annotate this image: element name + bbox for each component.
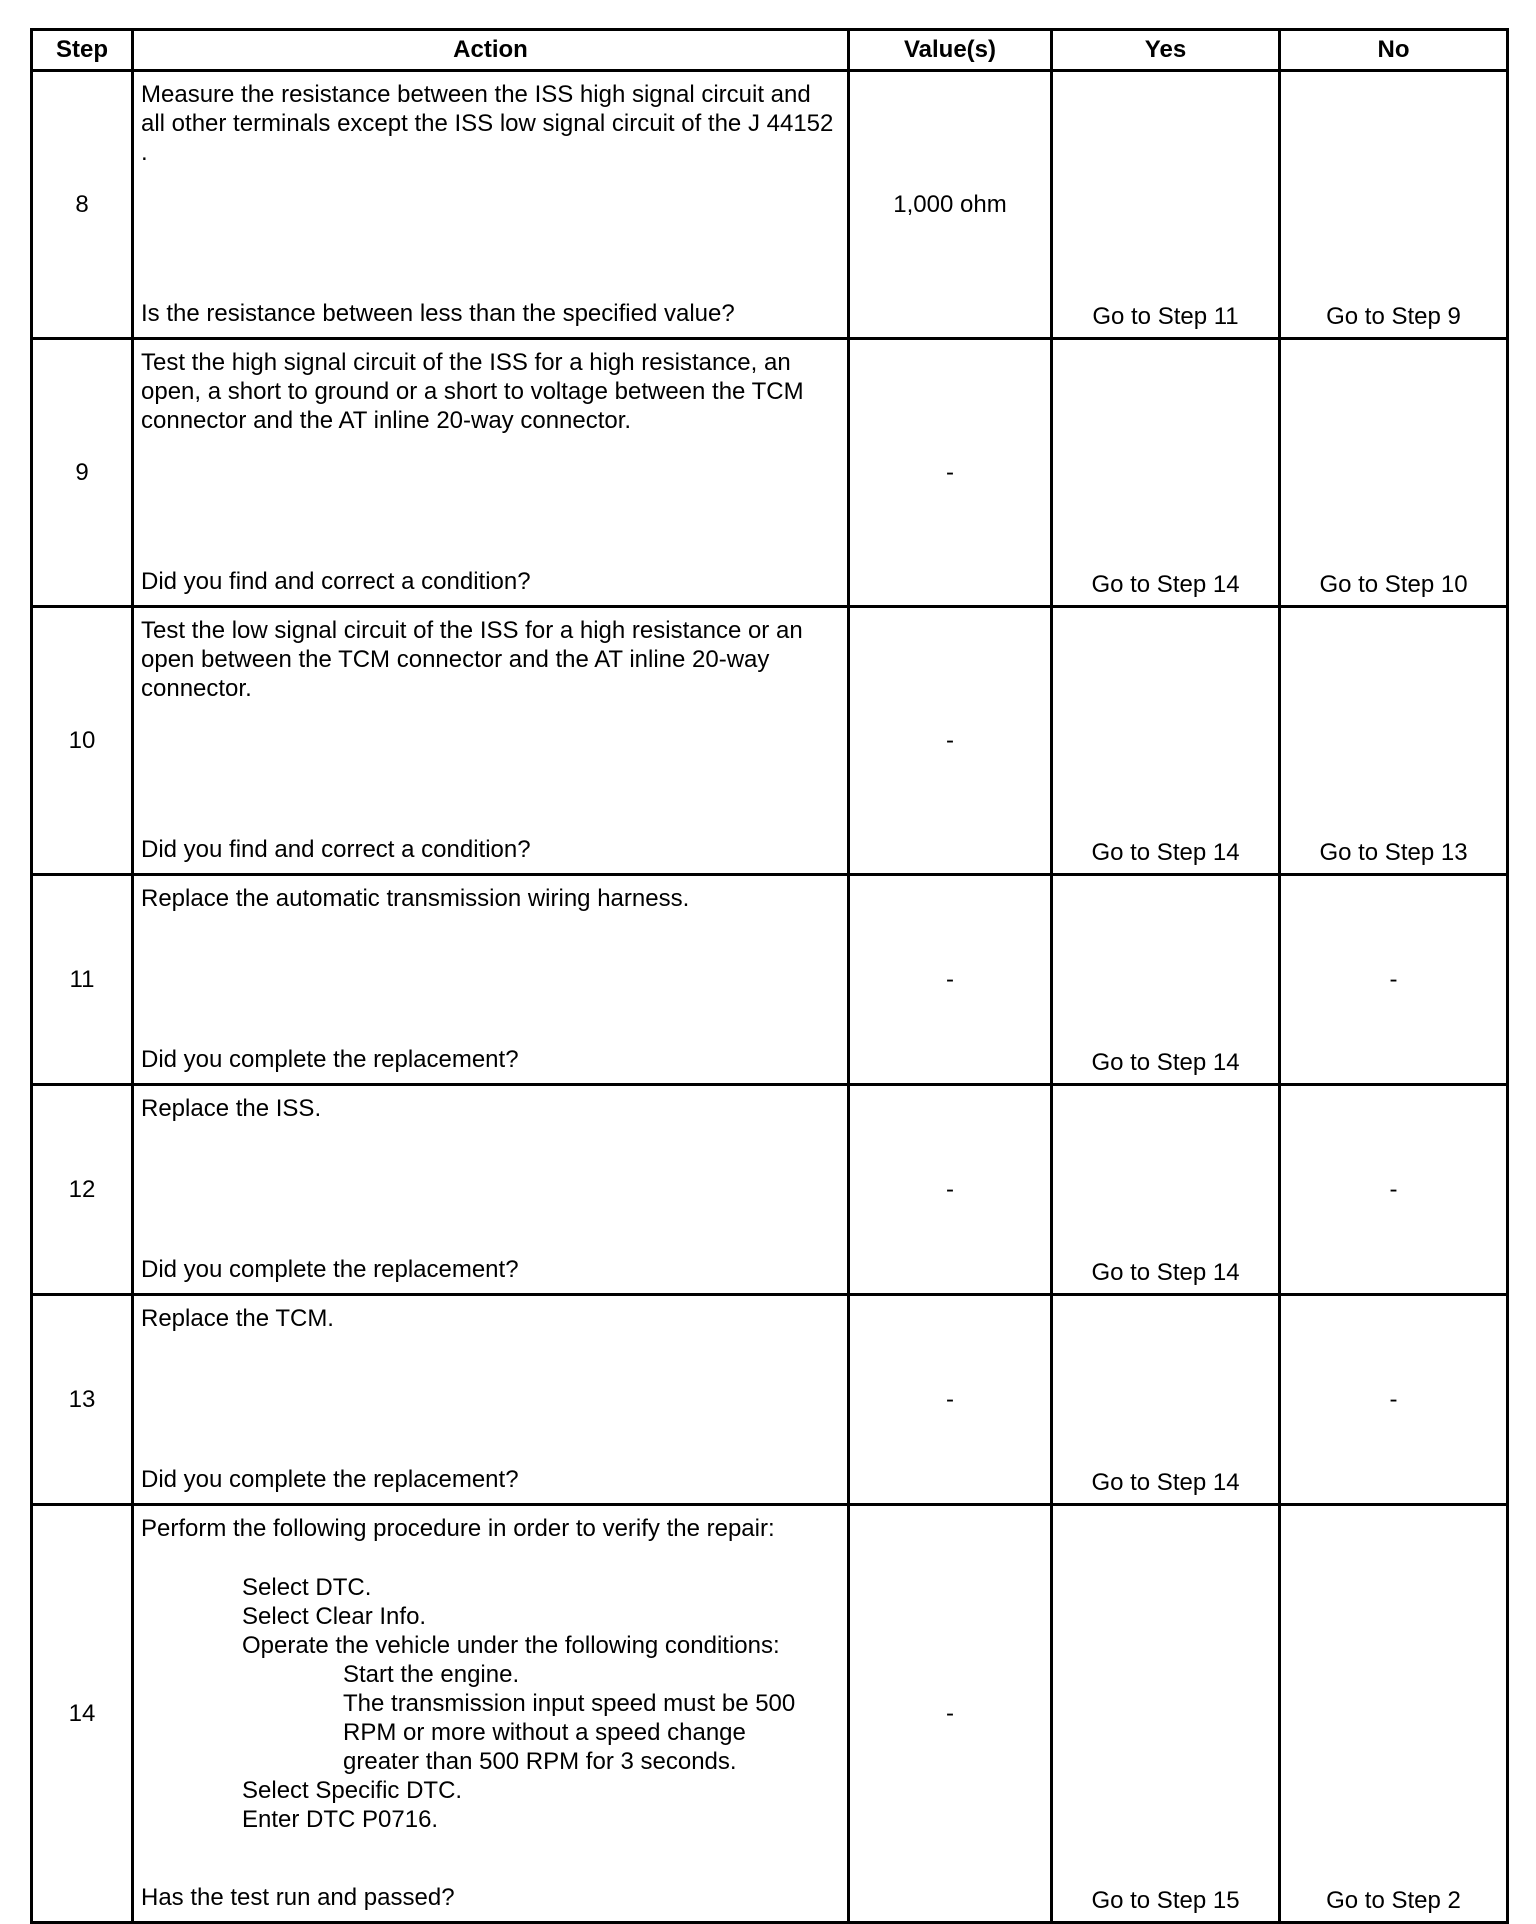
no-cell [1280,1085,1508,1295]
yes-answer: Go to Step 14 [1091,571,1240,598]
procedure-list [141,1573,837,1834]
action-cell [133,1295,849,1505]
step-number: 10 [32,607,133,875]
no-cell [1280,1295,1508,1505]
step-number: 12 [32,1085,133,1295]
procedure-substep: The transmission input speed must be 500 RPM or more without a speed change greater than 500 RPM for 3 seconds. [343,1690,796,1775]
header-yes: Yes [1052,30,1280,71]
header-row [32,30,1508,71]
step-number: 8 [32,71,133,339]
no-answer: Go to Step 13 [1319,839,1468,866]
action-cell [133,339,849,607]
yes-cell [1052,1295,1280,1505]
action-cell [133,1505,849,1923]
action-question: Did you complete the replacement? [141,1466,519,1493]
table-row [32,339,1508,607]
yes-cell [1052,607,1280,875]
value-cell: - [849,1085,1052,1295]
action-question: Did you find and correct a condition? [141,568,531,595]
value-cell: 1,000 ohm [849,71,1052,339]
procedure-step: Select Clear Info. [242,1603,427,1630]
procedure-step: Select DTC. [242,1574,372,1601]
action-text: Replace the TCM. [141,1305,334,1332]
no-answer: Go to Step 10 [1319,571,1468,598]
value-cell: - [849,339,1052,607]
yes-cell [1052,71,1280,339]
no-answer: - [1389,1385,1398,1413]
no-cell [1280,875,1508,1085]
header-values: Value(s) [849,30,1052,71]
step-number: 13 [32,1295,133,1505]
table-row [32,1085,1508,1295]
no-answer: Go to Step 2 [1326,1887,1461,1914]
table-row [32,1295,1508,1505]
action-question: Did you complete the replacement? [141,1256,519,1283]
yes-answer: Go to Step 14 [1091,839,1240,866]
step-number: 9 [32,339,133,607]
action-cell [133,875,849,1085]
action-question: Did you complete the replacement? [141,1046,519,1073]
step-number: 14 [32,1505,133,1923]
value-cell: - [849,875,1052,1085]
action-cell [133,1085,849,1295]
header-no: No [1280,30,1508,71]
no-cell [1280,1505,1508,1923]
table-row [32,875,1508,1085]
yes-cell [1052,339,1280,607]
yes-answer: Go to Step 14 [1091,1469,1240,1496]
action-question: Is the resistance between less than the specified value? [141,300,735,327]
action-text: Test the high signal circuit of the ISS for a high resistance, an open, a short to ground or a short to voltage between the TCM connector and the AT inline 20-way connector. [141,349,804,434]
table-row [32,71,1508,339]
no-cell [1280,607,1508,875]
no-cell [1280,71,1508,339]
procedure-substep: Start the engine. [343,1661,520,1688]
yes-answer: Go to Step 14 [1091,1049,1240,1076]
action-text: Test the low signal circuit of the ISS for a high resistance or an open between the TCM connector and the AT inline 20-way connector. [141,617,803,702]
table-row [32,607,1508,875]
action-text: Replace the ISS. [141,1095,322,1122]
value-cell: - [849,607,1052,875]
step-number: 11 [32,875,133,1085]
no-cell [1280,339,1508,607]
procedure-step: Enter DTC P0716. [242,1806,439,1833]
action-question: Has the test run and passed? [141,1884,455,1911]
yes-answer: Go to Step 15 [1091,1887,1240,1914]
no-answer: - [1389,1175,1398,1203]
procedure-step-text: Operate the vehicle under the following conditions: [242,1632,780,1659]
procedure-step [242,1631,837,1776]
table-row [32,1505,1508,1923]
yes-answer: Go to Step 11 [1092,303,1239,330]
action-question: Did you find and correct a condition? [141,836,531,863]
value-cell: - [849,1295,1052,1505]
yes-cell [1052,875,1280,1085]
procedure-step: Select Specific DTC. [242,1777,463,1804]
action-cell [133,607,849,875]
no-answer: - [1389,965,1398,993]
header-action: Action [133,30,849,71]
no-answer: Go to Step 9 [1326,303,1461,330]
action-cell [133,71,849,339]
header-step: Step [32,30,133,71]
yes-cell [1052,1085,1280,1295]
diagnostic-table [30,28,1509,1924]
value-cell: - [849,1505,1052,1923]
action-text: Measure the resistance between the ISS high signal circuit and all other terminals except the ISS low signal circuit of the J 44152 . [141,81,834,166]
action-text: Perform the following procedure in order to verify the repair: [141,1515,775,1542]
yes-cell [1052,1505,1280,1923]
action-text: Replace the automatic transmission wiring harness. [141,885,690,912]
yes-answer: Go to Step 14 [1091,1259,1240,1286]
procedure-sublist [242,1660,837,1776]
